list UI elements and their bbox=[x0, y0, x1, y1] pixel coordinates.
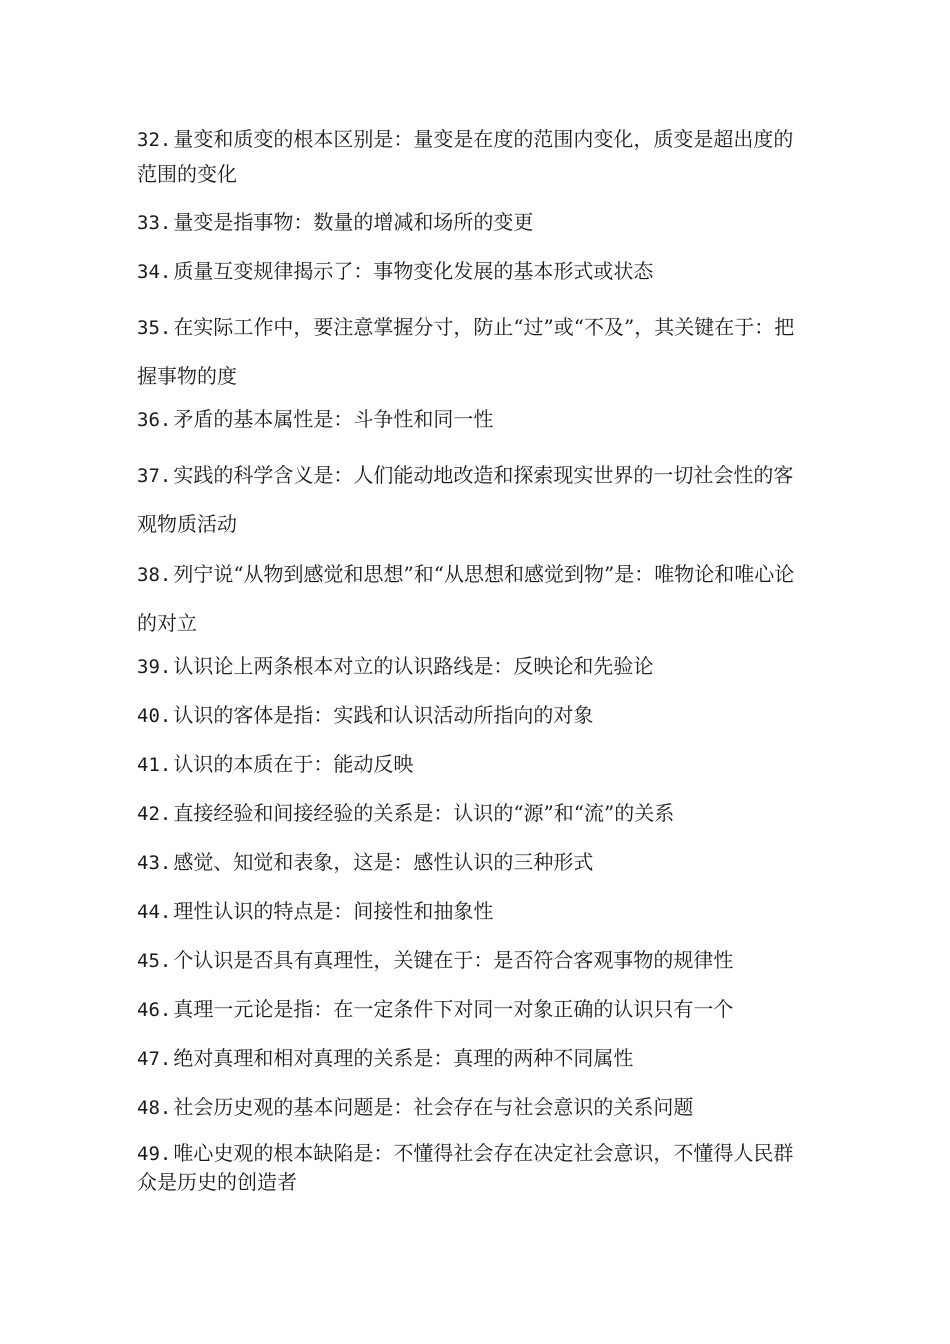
item-text: 理性认识的特点是：间接性和抽象性 bbox=[173, 899, 494, 923]
item-text: 个认识是否具有真理性，关键在于：是否符合客观事物的规律性 bbox=[173, 948, 734, 972]
item-number: 33. bbox=[137, 212, 172, 234]
item-text: 矛盾的基本属性是：斗争性和同一性 bbox=[173, 407, 494, 431]
item-text: 直接经验和间接经验的关系是：认识的“源”和“流”的关系 bbox=[173, 801, 675, 825]
item-number: 38. bbox=[137, 564, 172, 586]
list-item bbox=[137, 698, 809, 732]
list-item bbox=[137, 943, 809, 977]
item-number: 39. bbox=[137, 656, 172, 678]
item-text: 量变是指事物：数量的增减和场所的变更 bbox=[173, 210, 534, 234]
list-item bbox=[137, 254, 809, 288]
item-text: 在实际工作中，要注意掌握分寸，防止“过”或“不及”，其关键在于：把握事物的度 bbox=[137, 315, 795, 388]
item-number: 48. bbox=[137, 1097, 172, 1119]
item-number: 43. bbox=[137, 852, 172, 874]
item-number: 40. bbox=[137, 705, 172, 727]
item-text: 认识的客体是指：实践和认识活动所指向的对象 bbox=[173, 703, 594, 727]
list-item bbox=[137, 1090, 809, 1124]
list-item bbox=[137, 1139, 809, 1196]
item-number: 37. bbox=[137, 465, 172, 487]
document-page bbox=[137, 122, 809, 1196]
list-item bbox=[137, 894, 809, 928]
item-number: 46. bbox=[137, 999, 172, 1021]
item-number: 49. bbox=[137, 1143, 172, 1165]
item-text: 认识的本质在于：能动反映 bbox=[173, 752, 414, 776]
list-item bbox=[137, 122, 809, 191]
item-text: 认识论上两条根本对立的认识路线是：反映论和先验论 bbox=[173, 654, 654, 678]
list-item bbox=[137, 402, 809, 436]
item-text: 感觉、知觉和表象，这是：感性认识的三种形式 bbox=[173, 850, 594, 874]
list-item bbox=[137, 205, 809, 239]
item-number: 32. bbox=[137, 129, 172, 151]
item-text: 真理一元论是指：在一定条件下对同一对象正确的认识只有一个 bbox=[173, 997, 734, 1021]
list-item bbox=[137, 796, 809, 830]
item-number: 34. bbox=[137, 261, 172, 283]
list-item bbox=[137, 845, 809, 879]
list-item bbox=[137, 992, 809, 1026]
list-item bbox=[137, 550, 809, 647]
item-number: 47. bbox=[137, 1048, 172, 1070]
item-number: 44. bbox=[137, 901, 172, 923]
list-item bbox=[137, 303, 809, 400]
item-text: 列宁说“从物到感觉和思想”和“从思想和感觉到物”是：唯物论和唯心论的对立 bbox=[137, 562, 795, 635]
list-item bbox=[137, 451, 809, 548]
item-number: 41. bbox=[137, 754, 172, 776]
list-item bbox=[137, 747, 809, 781]
list-item bbox=[137, 1041, 809, 1075]
list-item bbox=[137, 649, 809, 683]
item-text: 质量互变规律揭示了：事物变化发展的基本形式或状态 bbox=[173, 259, 654, 283]
item-number: 45. bbox=[137, 950, 172, 972]
item-text: 唯心史观的根本缺陷是：不懂得社会存在决定社会意识，不懂得人民群众是历史的创造者 bbox=[137, 1141, 794, 1194]
item-number: 35. bbox=[137, 317, 172, 339]
item-text: 实践的科学含义是：人们能动地改造和探索现实世界的一切社会性的客观物质活动 bbox=[137, 463, 794, 536]
item-number: 42. bbox=[137, 803, 172, 825]
item-number: 36. bbox=[137, 409, 172, 431]
item-text: 量变和质变的根本区别是：量变是在度的范围内变化，质变是超出度的范围的变化 bbox=[137, 127, 794, 186]
item-text: 绝对真理和相对真理的关系是：真理的两种不同属性 bbox=[173, 1046, 634, 1070]
item-text: 社会历史观的基本问题是：社会存在与社会意识的关系问题 bbox=[173, 1095, 694, 1119]
